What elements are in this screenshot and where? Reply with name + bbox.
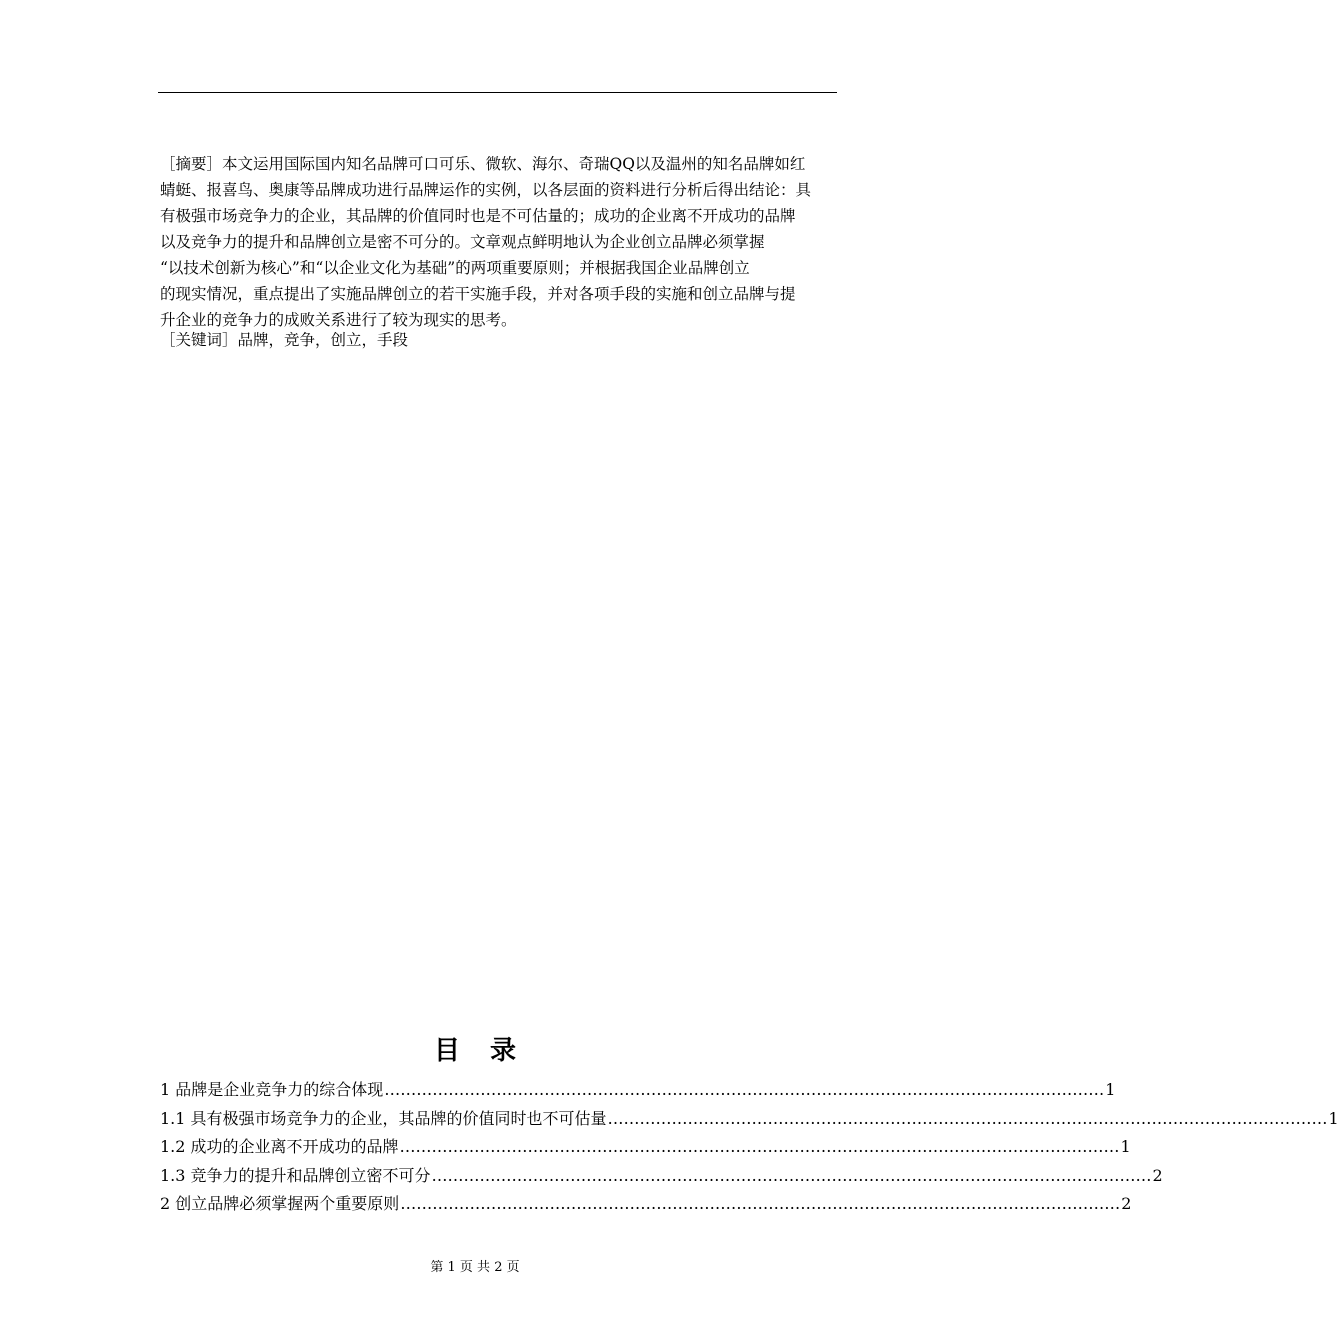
toc-entry[interactable] — [160, 1190, 1132, 1219]
header-rule — [158, 92, 837, 93]
toc-entry-text: 1.3 竞争力的提升和品牌创立密不可分 — [160, 1165, 431, 1185]
keywords-line: ［关键词］品牌，竞争，创立，手段 — [160, 331, 409, 349]
toc-entry-text: 1.2 成功的企业离不开成功的品牌 — [160, 1137, 399, 1156]
toc-entry-text: 1.1 具有极强市场竞争力的企业，其品牌的价值同时也不可估量 — [160, 1108, 607, 1128]
toc-entry[interactable] — [160, 1162, 1163, 1191]
toc-entry-page: 1 — [1328, 1108, 1339, 1128]
toc-leader-dots: ……………………………………………………………………………………………………………………… — [399, 1137, 1120, 1156]
toc-leader-dots: ……………………………………………………………………………………………………………………… — [607, 1108, 1328, 1128]
abstract-line: 蜻蜓、报喜鸟、奥康等品牌成功进行品牌运作的实例，以各层面的资料进行分析后得出结论：具 — [160, 181, 812, 199]
table-of-contents — [160, 1076, 1339, 1219]
toc-entry[interactable] — [160, 1076, 1116, 1105]
page-footer: 第 1 页 共 2 页 — [430, 1260, 520, 1275]
toc-entry-page: 2 — [1152, 1165, 1163, 1185]
toc-entry-text: 1 品牌是企业竞争力的综合体现 — [160, 1080, 384, 1099]
abstract-line: ［摘要］本文运用国际国内知名品牌可口可乐、微软、海尔、奇瑞QQ以及温州的知名品牌如红 — [160, 155, 806, 173]
toc-leader-dots: ……………………………………………………………………………………………………………………… — [431, 1165, 1152, 1185]
abstract-line: 的现实情况，重点提出了实施品牌创立的若干实施手段，并对各项手段的实施和创立品牌与提 — [160, 285, 796, 303]
toc-entry-page: 1 — [1120, 1137, 1131, 1156]
abstract-line: 升企业的竞争力的成败关系进行了较为现实的思考。 — [160, 311, 517, 329]
toc-leader-dots: ……………………………………………………………………………………………………………………… — [384, 1080, 1105, 1099]
abstract-line: 有极强市场竞争力的企业，其品牌的价值同时也是不可估量的；成功的企业离不开成功的品牌 — [160, 207, 796, 225]
toc-entry-page: 1 — [1105, 1080, 1116, 1099]
abstract-line: “以技术创新为核心”和“以企业文化为基础”的两项重要原则；并根据我国企业品牌创立 — [160, 259, 750, 277]
abstract-line: 以及竞争力的提升和品牌创立是密不可分的。文章观点鲜明地认为企业创立品牌必须掌握 — [160, 233, 765, 251]
abstract-paragraph — [160, 151, 840, 333]
toc-title: 目录 — [433, 1036, 546, 1066]
toc-entry-page: 2 — [1121, 1194, 1132, 1213]
toc-leader-dots: ……………………………………………………………………………………………………………………… — [400, 1194, 1121, 1213]
toc-entry[interactable] — [160, 1133, 1131, 1162]
toc-entry[interactable] — [160, 1105, 1339, 1134]
toc-entry-text: 2 创立品牌必须掌握两个重要原则 — [160, 1194, 400, 1213]
